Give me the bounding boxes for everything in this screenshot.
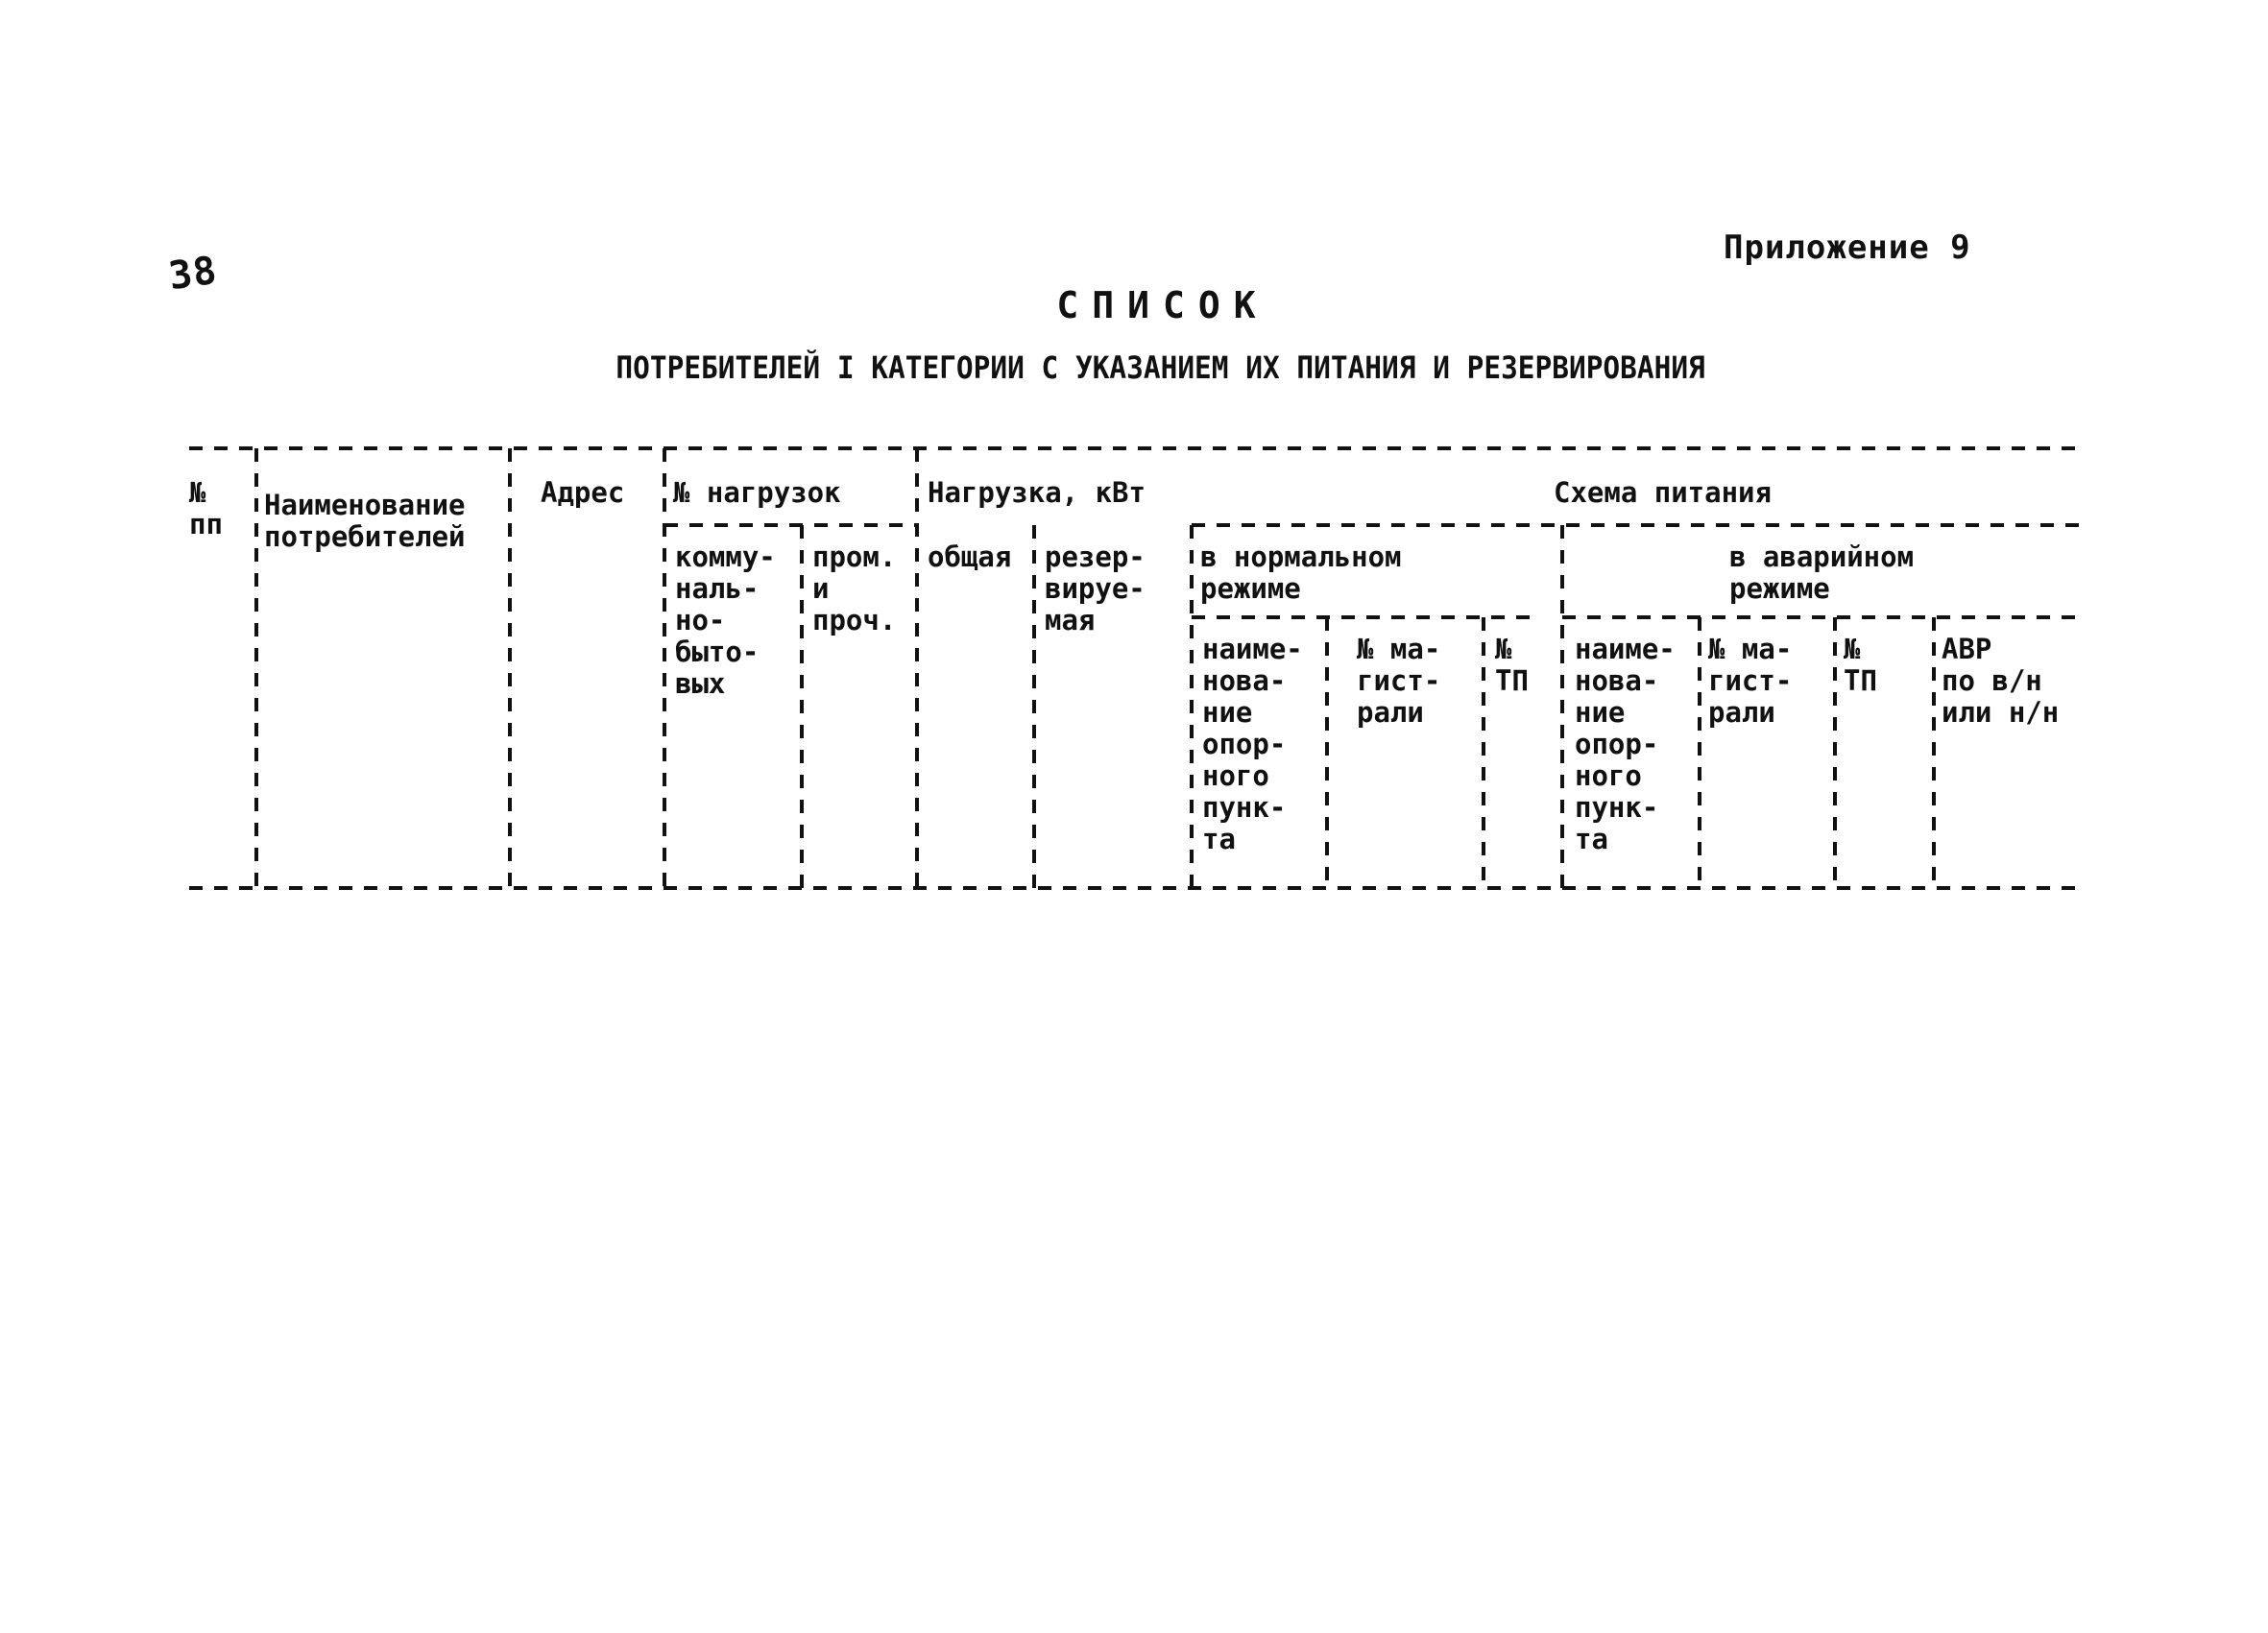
- header-cell-address: Адрес: [541, 476, 625, 509]
- header-cell-load-kw: Нагрузка, кВт: [928, 476, 1146, 509]
- header-cell-supply-scheme: Схема питания: [1554, 476, 1772, 509]
- document-subtitle: ПОТРЕБИТЕЛЕЙ I КАТЕГОРИИ С УКАЗАНИЕМ ИХ ПИТАНИЯ И РЕЗЕРВИРОВАНИЯ: [615, 349, 1705, 386]
- header-cell-industrial: пром. и проч.: [812, 540, 897, 636]
- header-cell-total: общая: [928, 540, 1012, 573]
- header-cell-normal-tp-number: № ТП: [1495, 633, 1529, 697]
- document-title: СПИСОК: [1056, 284, 1269, 326]
- header-cell-loads-number: № нагрузок: [673, 476, 841, 509]
- header-cell-emergency-main-number: № ма- гист- рали: [1708, 633, 1793, 729]
- page-number: 38: [166, 248, 221, 300]
- header-cell-number: № пп: [189, 476, 223, 540]
- appendix-label: Приложение 9: [1724, 228, 1971, 267]
- header-cell-normal-mode: в нормальном режиме: [1200, 540, 1402, 605]
- header-cell-avr: АВР по в/н или н/н: [1942, 633, 2060, 729]
- header-cell-communal: комму- наль- но- быто- вых: [675, 540, 776, 700]
- header-cell-reserved: резер- вируе- мая: [1045, 540, 1146, 636]
- header-cell-emergency-point-name: наиме- нова- ние опор- ного пунк- та: [1575, 633, 1676, 855]
- header-cell-normal-point-name: наиме- нова- ние опор- ного пунк- та: [1202, 633, 1303, 855]
- header-cell-normal-main-number: № ма- гист- рали: [1357, 633, 1441, 729]
- header-cell-emergency-mode: в аварийном режиме: [1729, 540, 1915, 605]
- header-cell-consumer-name: Наименование потребителей: [264, 489, 466, 553]
- header-cell-emergency-tp-number: № ТП: [1844, 633, 1877, 697]
